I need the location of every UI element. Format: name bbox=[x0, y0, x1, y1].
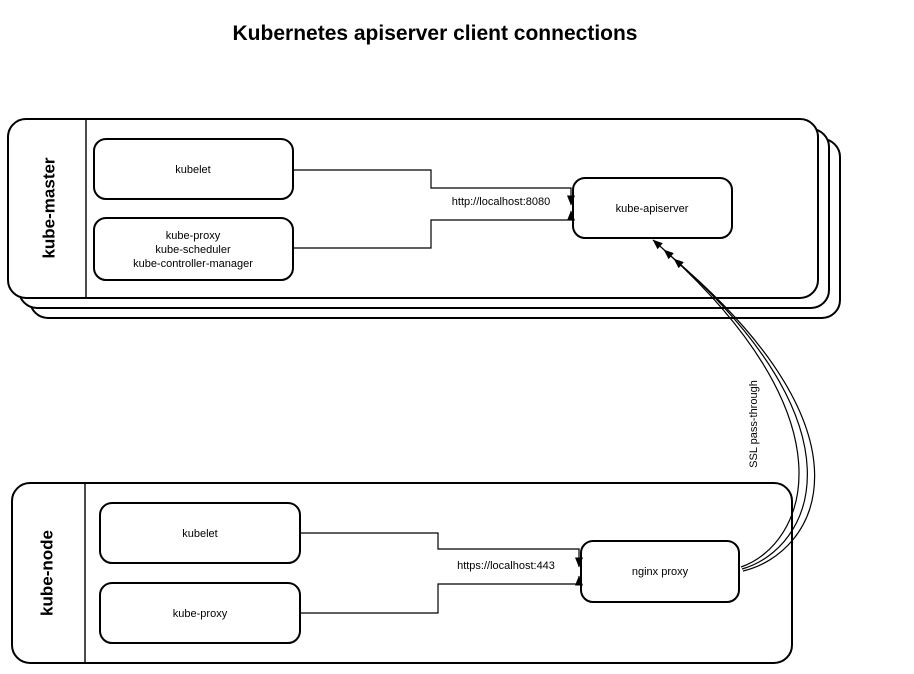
node-master-services bbox=[94, 218, 293, 280]
master-services-label-line3: kube-controller-manager bbox=[133, 258, 253, 270]
node-master-kubelet bbox=[94, 139, 293, 199]
cluster-kube-master bbox=[8, 119, 840, 318]
master-services-label-line1: kube-proxy bbox=[165, 230, 221, 242]
node-node-kube-proxy bbox=[100, 583, 300, 643]
edge-label-ssl-pass-through: SSL pass-through bbox=[747, 380, 760, 468]
kube-node-label: kube-node bbox=[37, 530, 57, 616]
node-node-kubelet bbox=[100, 503, 300, 563]
master-kubelet-label: kubelet bbox=[175, 164, 211, 176]
node-kube-apiserver bbox=[573, 178, 732, 238]
edge-label-https-localhost-443: https://localhost:443 bbox=[457, 560, 555, 572]
node-nginx-proxy bbox=[581, 541, 739, 602]
kube-master-label: kube-master bbox=[39, 157, 59, 259]
node-kube-proxy-label: kube-proxy bbox=[172, 608, 228, 620]
master-services-label-line2: kube-scheduler bbox=[155, 244, 231, 256]
edge-label-http-localhost-8080: http://localhost:8080 bbox=[451, 196, 551, 208]
node-kubelet-label: kubelet bbox=[182, 528, 218, 540]
nginx-proxy-label: nginx proxy bbox=[631, 566, 689, 578]
diagram-title: Kubernetes apiserver client connections bbox=[232, 22, 638, 45]
cluster-kube-node bbox=[12, 483, 792, 663]
kube-apiserver-label: kube-apiserver bbox=[615, 203, 689, 215]
